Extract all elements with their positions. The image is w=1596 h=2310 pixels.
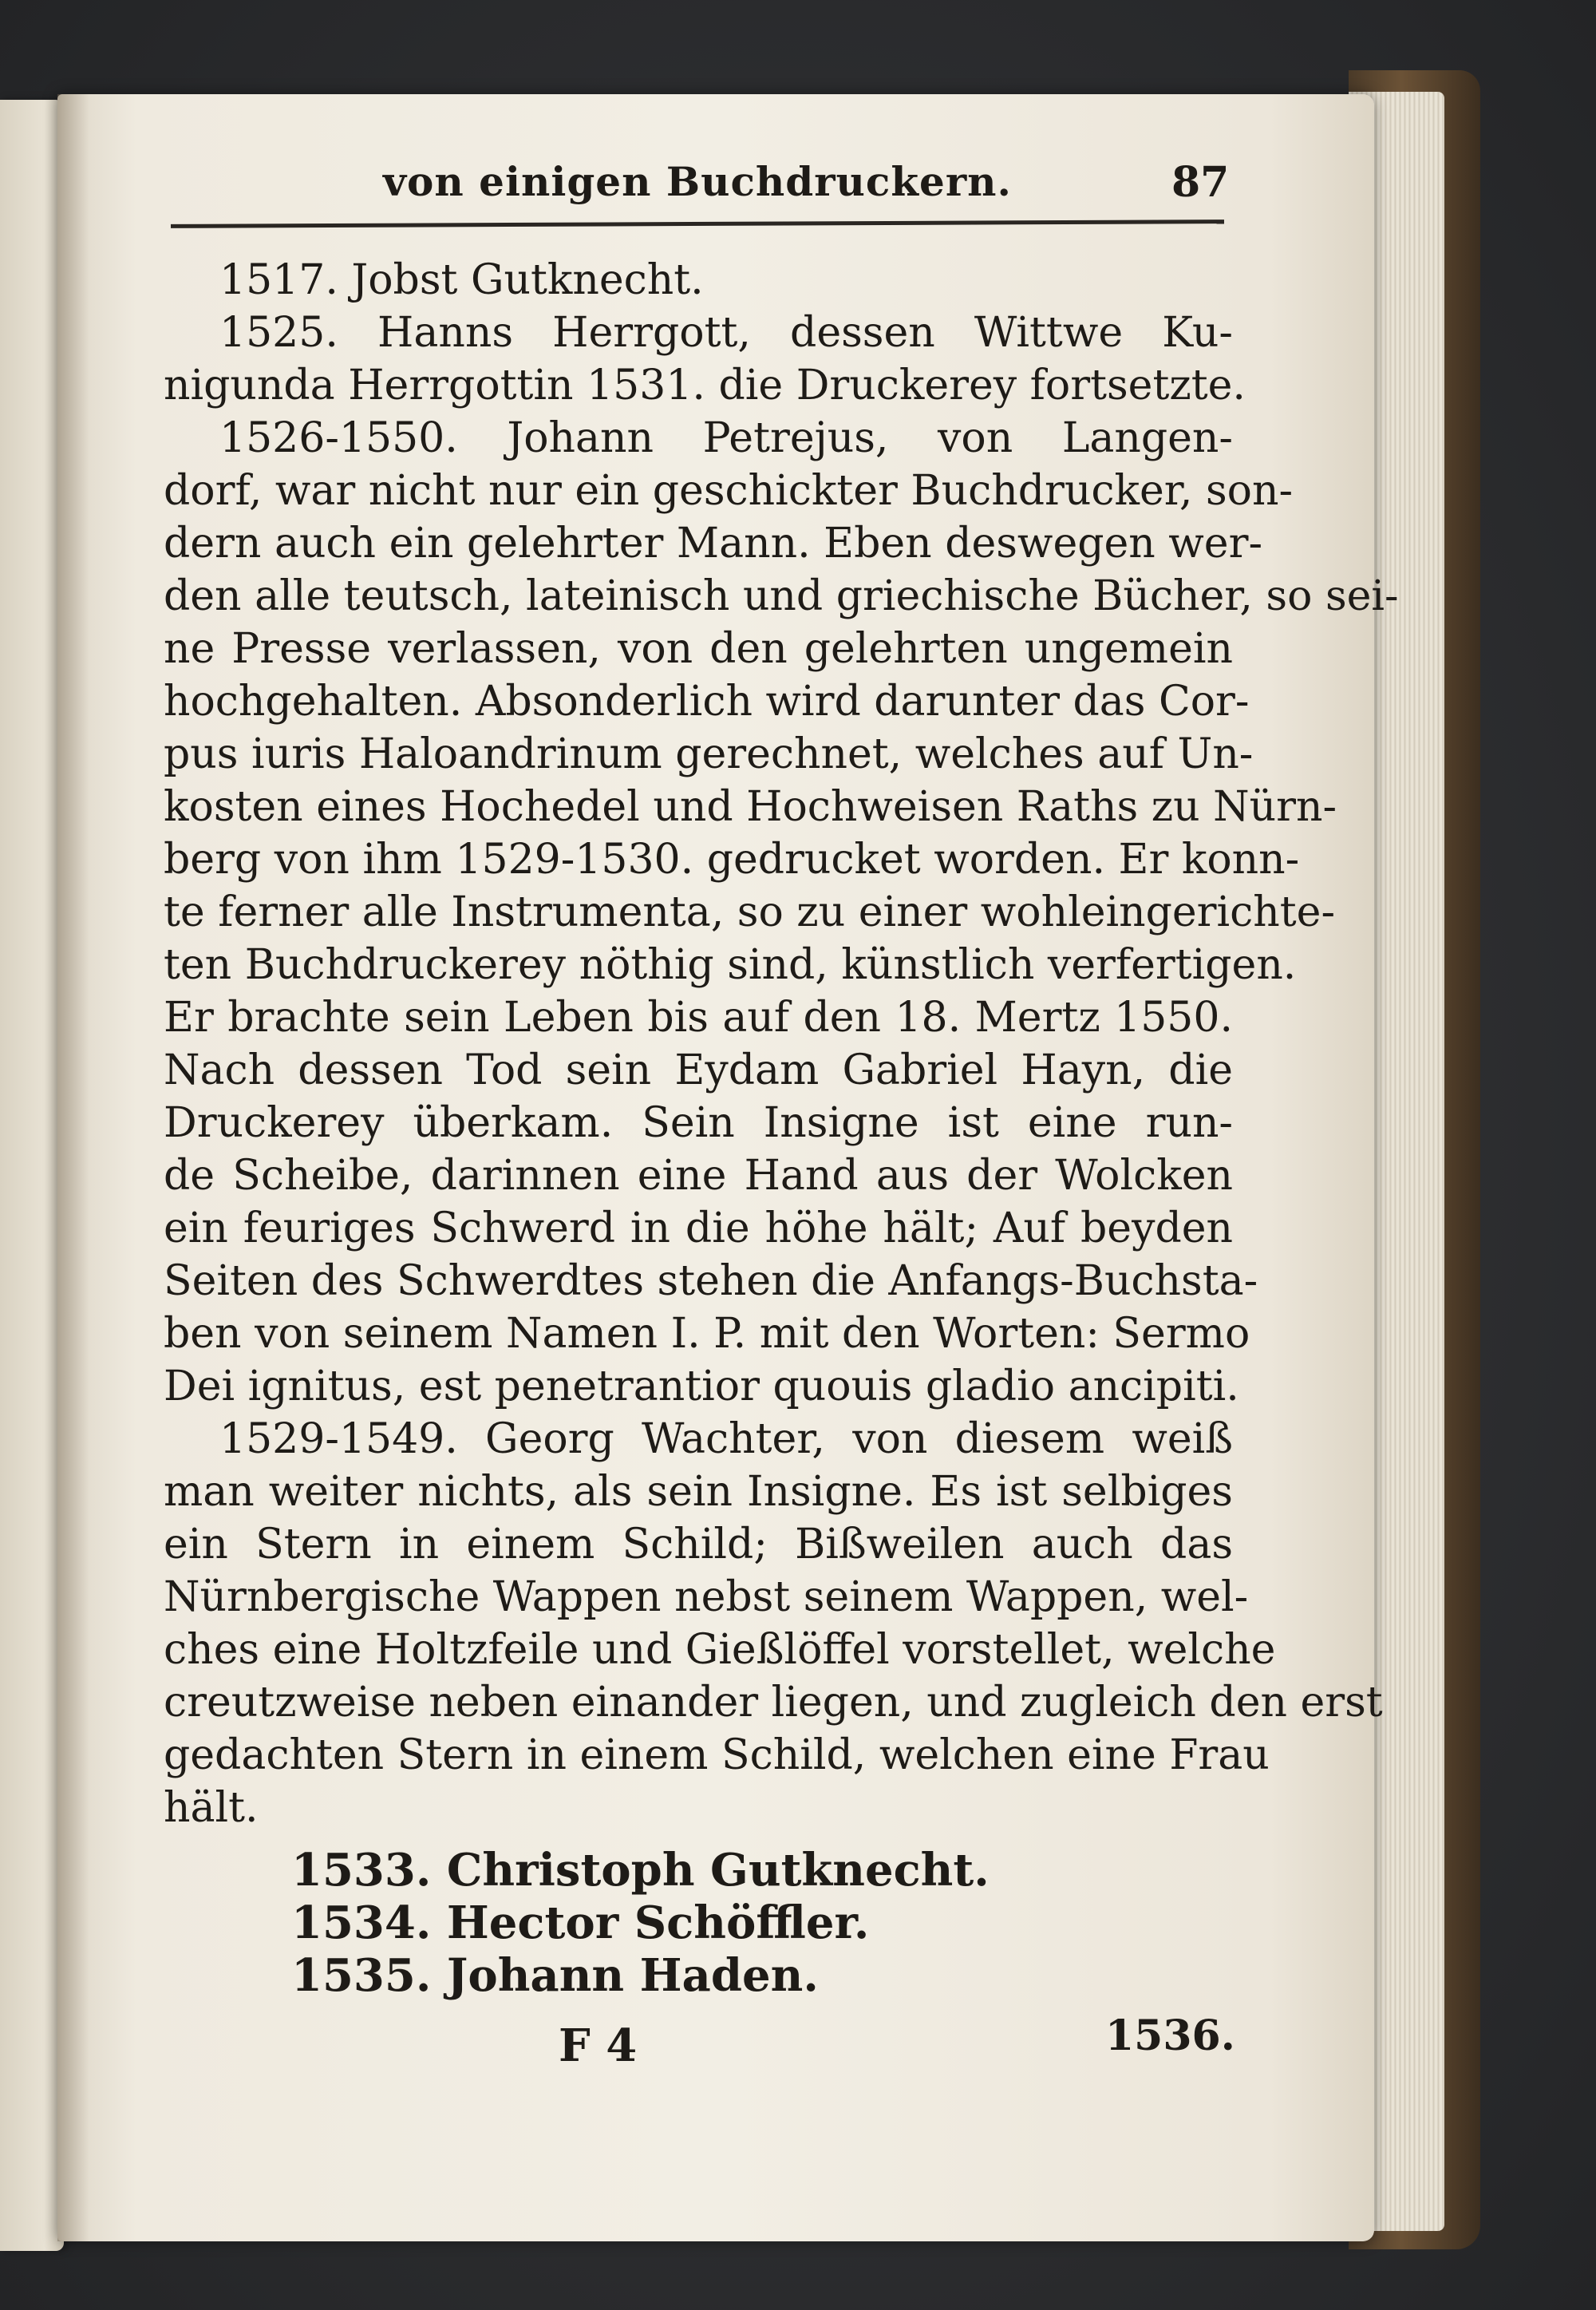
catchword: 1536. — [1105, 2011, 1235, 2060]
text-line: pus iuris Haloandrinum gerechnet, welches auf Un- — [164, 730, 1254, 778]
printer-entry: 1534. Hector Schöffler. — [291, 1897, 870, 1949]
text-line: te ferner alle Instrumenta, so zu einer wohleingerichte- — [164, 888, 1336, 936]
text-line: 1529-1549. Georg Wachter, von diesem weiß — [219, 1415, 1233, 1463]
text-line: Druckerey überkam. Sein Insigne ist eine run- — [164, 1099, 1233, 1147]
header-rule — [171, 220, 1224, 228]
text-line: 1525. Hanns Herrgott, dessen Wittwe Ku- — [219, 309, 1233, 357]
text-line: 1526-1550. Johann Petrejus, von Langen- — [219, 414, 1233, 462]
text-line: dorf, war nicht nur ein geschickter Buchdrucker, son- — [164, 467, 1294, 515]
text-line: den alle teutsch, lateinisch und griechische Bücher, so sei- — [164, 572, 1399, 620]
text-line: 1517. Jobst Gutknecht. — [219, 256, 704, 304]
text-line: de Scheibe, darinnen eine Hand aus der Wolcken — [164, 1152, 1233, 1200]
text-line: creutzweise neben einander liegen, und zugleich den erst — [164, 1679, 1383, 1727]
text-line: Er brachte sein Leben bis auf den 18. Mertz 1550. — [164, 994, 1233, 1042]
signature-mark: F 4 — [559, 2019, 638, 2072]
text-line: man weiter nichts, als sein Insigne. Es ist selbiges — [164, 1468, 1233, 1516]
text-line: Dei ignitus, est penetrantior quouis gladio ancipiti. — [164, 1363, 1239, 1410]
printer-entry: 1533. Christoph Gutknecht. — [291, 1844, 990, 1897]
text-line: ein Stern in einem Schild; Bißweilen auch das — [164, 1521, 1233, 1568]
text-line: dern auch ein gelehrter Mann. Eben deswegen wer- — [164, 520, 1263, 568]
text-line: berg von ihm 1529-1530. gedrucket worden. Er konn- — [164, 836, 1300, 884]
printer-entry: 1535. Johann Haden. — [291, 1949, 819, 2002]
text-line: kosten eines Hochedel und Hochweisen Raths zu Nürn- — [164, 783, 1337, 831]
text-line: nigunda Herrgottin 1531. die Druckerey fortsetzte. — [164, 362, 1246, 409]
text-line: ches eine Holtzfeile und Gießlöffel vorstellet, welche — [164, 1626, 1276, 1674]
text-line: Seiten des Schwerdtes stehen die Anfangs-Buchsta- — [164, 1257, 1258, 1305]
text-line: ne Presse verlassen, von den gelehrten ungemein — [164, 625, 1233, 673]
text-line: ben von seinem Namen I. P. mit den Worten: Sermo — [164, 1310, 1250, 1358]
text-line: Nach dessen Tod sein Eydam Gabriel Hayn, die — [164, 1046, 1233, 1094]
text-line: ein feuriges Schwerd in die höhe hält; Auf beyden — [164, 1204, 1233, 1252]
text-line: hochgehalten. Absonderlich wird darunter das Cor- — [164, 678, 1250, 726]
text-line: ten Buchdruckerey nöthig sind, künstlich verfertigen. — [164, 941, 1297, 989]
running-head: von einigen Buchdruckern. — [383, 158, 1012, 205]
text-line: Nürnbergische Wappen nebst seinem Wappen, wel- — [164, 1573, 1249, 1621]
page-number: 87 — [1171, 158, 1230, 207]
text-line: hält. — [164, 1784, 259, 1832]
text-line: gedachten Stern in einem Schild, welchen eine Frau — [164, 1731, 1270, 1779]
